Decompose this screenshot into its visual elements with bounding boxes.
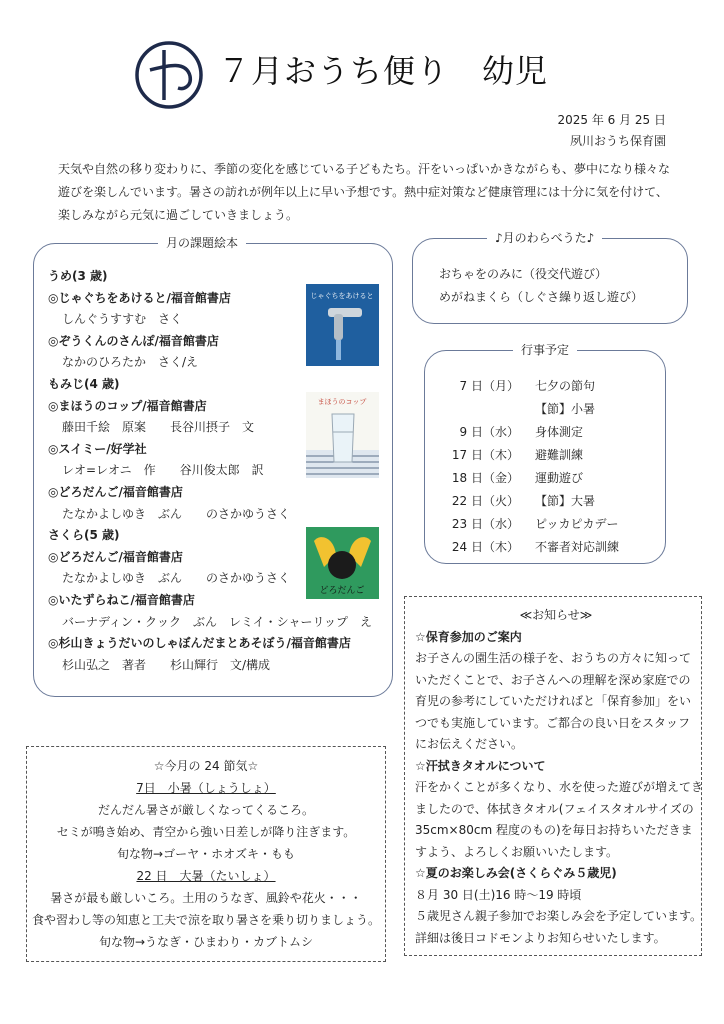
book-cover-mahou-title: まほうのコップ xyxy=(317,398,367,406)
book-cover-dorodango xyxy=(306,527,379,599)
event-text: 避難訓練 xyxy=(535,448,584,462)
book-cover-dorodango-title: どろだんご xyxy=(319,586,365,596)
nursery-logo-icon xyxy=(134,40,204,110)
book-cover-mahou xyxy=(306,392,379,478)
event-text: ピッカピカデー xyxy=(535,517,619,531)
solar-term-heading: 22 日 大暑（たいしょ） xyxy=(136,869,276,883)
notice-body: ≪お知らせ≫ ☆保育参加のご案内 お子さんの園生活の様子を、おうちの方々に知って いただくことで、お子さんへの理解を深め家庭での 育児の参考にしていただければと「保育参加」をい つでも実施しています。ご都合の良い日をスタッフ にお伝えください。 ☆汗拭きタオルについて 汗をかくことが多くなり、水を使った遊びが増えてき ましたので、体拭きタオル(フェイスタオルサイズの 35cm×80cm 程度のもの)を毎日お持ちいただきま すよう、よろしくお願いいたします。 ☆夏のお楽しみ会(さくらぐみ５歳児) ８月 30 日(土)16 時～19 時頃 ５歳児さん親子参加でお楽しみ会を予定しています。 詳細は後日コドモンよりお知らせいたします。 xyxy=(415,605,697,949)
notice-box xyxy=(404,596,702,956)
book-cover-jaguchi xyxy=(306,284,379,366)
event-text: 運動遊び xyxy=(535,471,584,485)
list-item: おちゃをのみに（役交代遊び） xyxy=(439,267,608,281)
issue-info xyxy=(557,110,666,152)
event-text: 【節】小暑 xyxy=(535,402,596,416)
warabe-uta-box xyxy=(412,231,688,324)
event-date: 18 日（金） xyxy=(451,471,519,485)
picture-books-box xyxy=(33,236,393,697)
event-text: 身体測定 xyxy=(535,425,584,439)
book-cover-jaguchi-title: じゃぐちをあけると xyxy=(310,292,374,300)
events-title: 行事予定 xyxy=(513,341,577,358)
organization-name: 夙川おうち保育園 xyxy=(569,134,666,148)
warabe-uta-list xyxy=(439,263,643,309)
event-date: 24 日（木） xyxy=(451,540,519,554)
event-date: 22 日（火） xyxy=(451,494,519,508)
intro-text: 天気や自然の移り変わりに、季節の変化を感じている子どもたち。汗をいっぱいかきながらも、夢中になり様々な 遊びを楽しんでいます。暑さの訪れが例年以上に早い予想です。熱中症対策など健康管理には十分に気を付けて、 楽しみながら元気に過ごしていきましょう。 xyxy=(58,162,671,222)
solar-term-heading: 7日 小暑（しょうしょ） xyxy=(136,781,276,795)
picture-books-title: 月の課題絵本 xyxy=(158,234,246,251)
event-date: 9 日（水） xyxy=(459,425,519,439)
notice-heading: ☆夏のお楽しみ会(さくらぐみ５歳児) xyxy=(415,866,617,880)
notice-title: ≪お知らせ≫ xyxy=(519,608,593,622)
warabe-uta-title: ♪月のわらべうた♪ xyxy=(487,229,602,246)
event-date: 7 日（月） xyxy=(459,379,519,393)
event-text: 【節】大暑 xyxy=(535,494,596,508)
list-item: めがねまくら（しぐさ繰り返し遊び） xyxy=(439,290,644,304)
event-text: 不審者対応訓練 xyxy=(535,540,620,554)
event-date: 23 日（水） xyxy=(451,517,519,531)
issue-date: 2025 年 6 月 25 日 xyxy=(557,113,666,127)
solar-terms-title: ☆今月の 24 節気☆ xyxy=(153,759,259,773)
notice-heading: ☆汗拭きタオルについて xyxy=(415,758,546,773)
solar-terms-box xyxy=(26,746,386,962)
event-date: 17 日（木） xyxy=(451,448,519,462)
picture-books-list: うめ(3 歳) ◎じゃぐちをあけると/福音館書店 しんぐうすすむ さく ◎ぞうくんのさんぽ/福音館書店 なかのひろたか さく/え もみじ(4 歳) ◎まほうのコップ/福音館書店 藤田千絵 原案 長谷川摂子 文 ◎スイミー/好学社 レオ=レオニ 作 谷川俊太郎 訳 ◎どろだんご/福音館書店 たなかよしゆき ぶん のさかゆうさく さくら(5 歳) ◎どろだんご/福音館書店 たなかよしゆき ぶん のさかゆうさく ◎いたずらねこ/福音館書店 バーナディン・クック ぶん レミイ・シャーリップ え ◎杉山きょうだいのしゃぼんだまとあそぼう/福音館書店 杉山弘之 著者 杉山輝行 文/構成 xyxy=(48,269,372,672)
notice-heading: ☆保育参加のご案内 xyxy=(415,629,522,644)
events-box xyxy=(424,343,666,564)
solar-terms-body: ☆今月の 24 節気☆ 7日 小暑（しょうしょ） だんだん暑さが厳しくなってくるころ。 セミが鳴き始め、青空から強い日差しが降り注ぎます。 旬な物→ゴーヤ・ホオズキ・もも 22 日 大暑（たいしょ） 暑さが最も厳しいころ。土用のうなぎ、風鈴や花火・・・ 食や習わし等の知恵と工夫で涼を取り暑さを乗り切りましょう。 旬な物→うなぎ・ひまわり・カブトムシ xyxy=(27,755,385,953)
event-text: 七夕の節句 xyxy=(535,379,596,393)
page-title: ７月おうち便り 幼児 xyxy=(218,52,549,90)
